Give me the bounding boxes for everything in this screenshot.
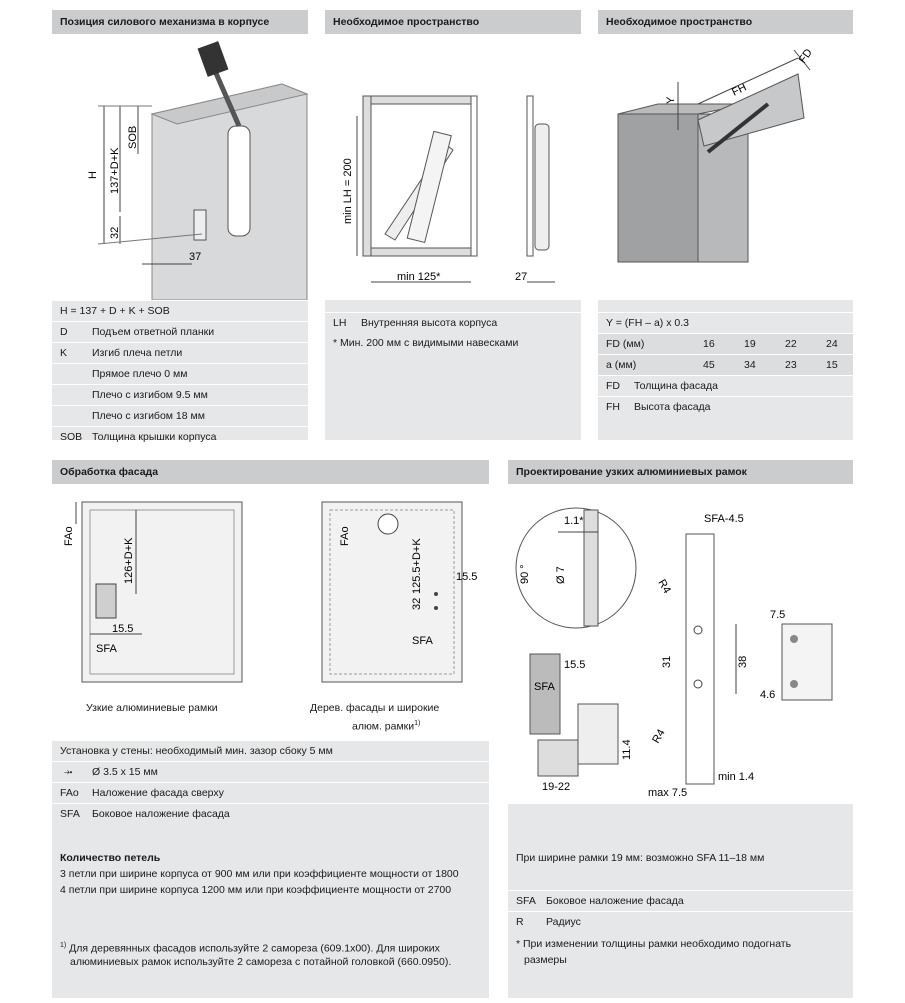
panel-title: Обработка фасада: [52, 460, 489, 484]
a-23: 23: [785, 359, 797, 371]
dim-sfa45: SFA-4.5: [704, 513, 744, 525]
qty-line2: 4 петли при ширине корпуса 1200 мм или при коэффициенте мощности от 2700: [60, 884, 452, 896]
fd-16: 16: [703, 338, 715, 350]
drawing-space-2: [598, 34, 853, 300]
panel-space-1: [325, 10, 581, 440]
left-155: 15.5: [112, 623, 134, 635]
caption-right-1: Дерев. фасады и широкие: [310, 702, 440, 714]
qty-title: Количество петель: [60, 852, 161, 864]
dim-11: 1.1*: [564, 515, 584, 527]
dim-1922: 19-22: [542, 781, 571, 793]
fd-22: 22: [785, 338, 797, 350]
legend-row: FH Высота фасада: [598, 396, 853, 418]
dim-r4b: R4: [650, 727, 668, 746]
caption-right-2: алюм. рамки$^{1)}$: [352, 720, 421, 733]
dim-min125: min 125*: [397, 271, 441, 283]
legend-row: Прямое плечо 0 мм: [52, 363, 308, 385]
note-1: * При изменении толщины рамки необходимо подогнать: [516, 938, 792, 950]
a-34: 34: [744, 359, 756, 371]
dim-fd: FD: [796, 46, 815, 66]
frame-diagrams: [508, 484, 853, 804]
a-label: a (мм): [606, 359, 637, 371]
left-sfa: SFA: [96, 643, 117, 655]
dim-155: 15.5: [564, 659, 586, 671]
dim-fh: FH: [730, 81, 749, 99]
screw-row: ⤞ Ø 3.5 x 15 мм: [52, 761, 489, 783]
panel-title: Необходимое пространство: [325, 10, 581, 34]
cabinet-diagram: [52, 34, 308, 300]
a-row: [598, 354, 853, 376]
dim-y: Y: [665, 96, 677, 104]
legend-row: LH Внутренняя высота корпуса: [325, 312, 581, 334]
formula: H = 137 + D + K + SOB: [60, 305, 170, 317]
a-45: 45: [703, 359, 715, 371]
drawing-frames: [508, 484, 853, 804]
fd-row: [598, 333, 853, 355]
dim-7: Ø 7: [555, 566, 567, 584]
fd-label: FD (мм): [606, 338, 645, 350]
panel-position: [52, 10, 308, 443]
formula-row: [52, 300, 308, 322]
dim-sfa: SFA: [534, 681, 555, 693]
dim-min-lh: min LH = 200: [342, 158, 354, 224]
dim-min14: min 1.4: [718, 771, 755, 783]
panel-title: Позиция силового механизма в корпусе: [52, 10, 308, 34]
drawing-cabinet-position: [52, 34, 308, 300]
dim-r4a: R4: [655, 577, 673, 596]
left-fao: FAo: [63, 526, 75, 546]
dim-37: 37: [189, 251, 202, 263]
dim-38: 38: [737, 655, 749, 668]
right-155: 15.5: [456, 571, 478, 583]
lift-diagram: [598, 34, 853, 300]
a-15: 15: [826, 359, 838, 371]
panel-front-processing: [52, 460, 489, 998]
dim-h: H: [87, 171, 99, 179]
legend-row: Плечо с изгибом 18 мм: [52, 405, 308, 427]
dim-46: 4.6: [760, 689, 776, 701]
panel-title: Необходимое пространство: [598, 10, 853, 34]
note-2: размеры: [524, 954, 567, 966]
fd-24: 24: [826, 338, 838, 350]
legend-row: FD Толщина фасада: [598, 375, 853, 397]
panel-narrow-frames: [508, 460, 853, 998]
dim-75: 7.5: [770, 609, 786, 621]
dim-114: 11.4: [621, 739, 633, 760]
dim-27: 27: [515, 271, 528, 283]
wall-row: Установка у стены: необходимый мин. зазор сбоку 5 мм: [52, 740, 489, 762]
left-126dk: 126+D+K: [123, 537, 135, 584]
legend-row: Плечо с изгибом 9.5 мм: [52, 384, 308, 406]
legend-row: FAo Наложение фасада сверху: [52, 782, 489, 804]
qty-line1: 3 петли при ширине корпуса от 900 мм или при коэффициенте мощности от 1800: [60, 868, 459, 880]
dim-32: 32: [109, 226, 121, 239]
drawing-space-1: [325, 34, 581, 300]
right-1255dk: 125.5+D+K: [411, 538, 423, 594]
caption-left: Узкие алюминиевые рамки: [86, 702, 218, 714]
frame-note: При ширине рамки 19 мм: возможно SFA 11–18 мм: [516, 852, 765, 864]
legend-row: SFA Боковое наложение фасада: [52, 803, 489, 825]
dim-137dk: 137+D+K: [109, 147, 121, 194]
screw-icon: ⤞: [64, 766, 73, 778]
note-1: $^{1)}$ Для деревянных фасадов используйте 2 самореза (609.1x00). Для широких: [60, 942, 440, 955]
legend-row: SFA Боковое наложение фасада: [508, 890, 853, 912]
panel-title: Проектирование узких алюминиевых рамок: [508, 460, 853, 484]
right-fao: FAo: [339, 526, 351, 546]
legend-row: D Подъем ответной планки: [52, 321, 308, 343]
space-diagram: [325, 34, 581, 300]
right-32: 32: [411, 597, 423, 610]
formula-row: [598, 312, 853, 334]
legend-row: SOB Толщина крышки корпуса: [52, 426, 308, 441]
legend-row: R Радиус: [508, 911, 853, 933]
legend-row: K Изгиб плеча петли: [52, 342, 308, 364]
dim-max75: max 7.5: [648, 787, 688, 799]
note-2: алюминиевых рамок используйте 2 самореза с потайной головкой (660.0950).: [70, 956, 452, 968]
dim-sob: SOB: [127, 125, 139, 149]
right-sfa: SFA: [412, 635, 433, 647]
legend-row: * Мин. 200 мм с видимыми навесками: [333, 337, 519, 349]
panel-space-2: [598, 10, 853, 440]
formula: Y = (FH – a) x 0.3: [606, 317, 689, 329]
dim-90: 90 °: [519, 564, 531, 584]
fd-19: 19: [744, 338, 756, 350]
dim-31: 31: [661, 655, 673, 668]
